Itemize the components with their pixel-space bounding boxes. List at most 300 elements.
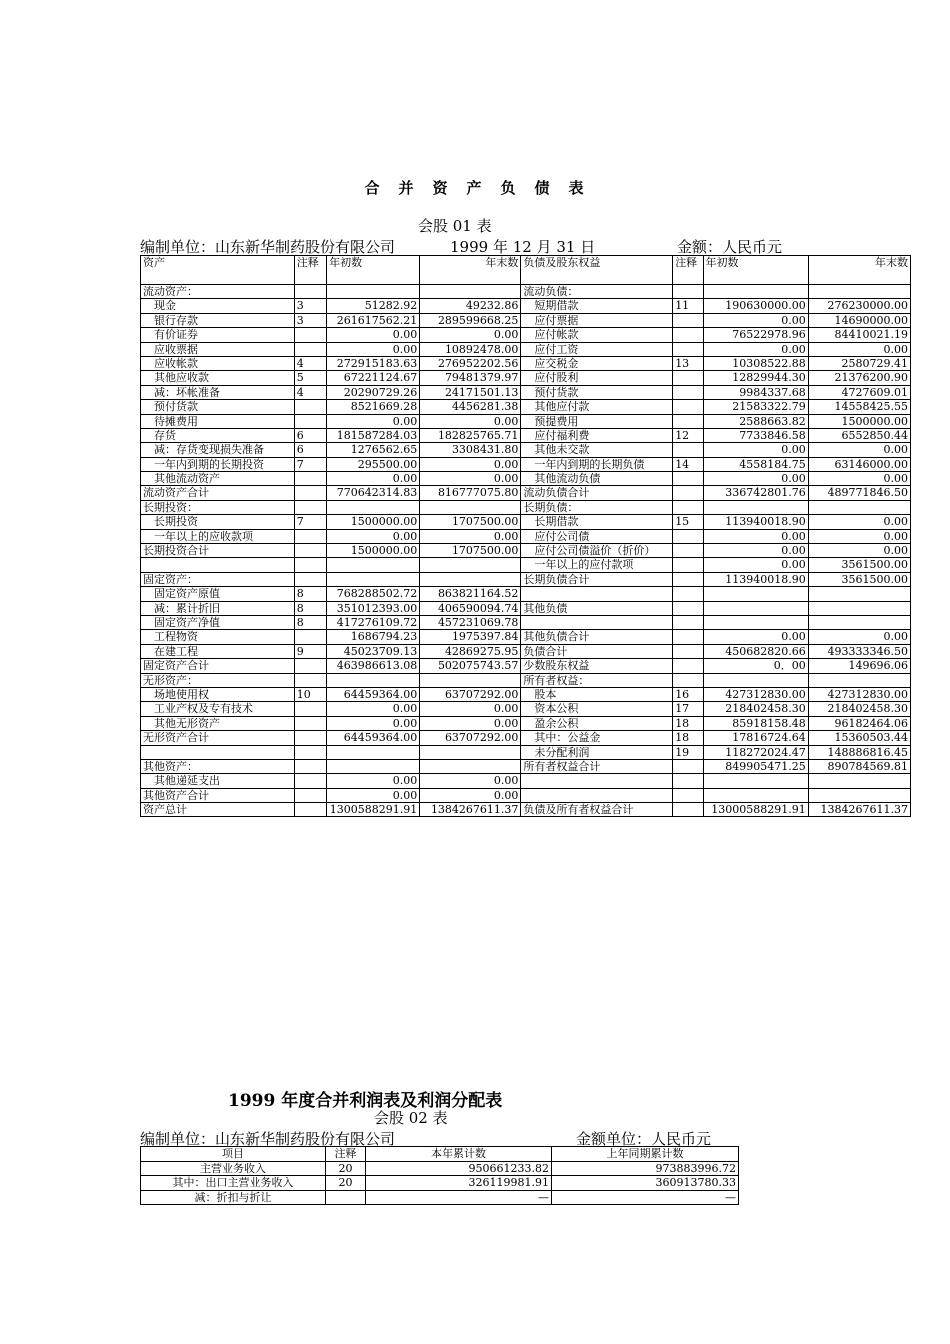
asset-note: 8 — [294, 615, 326, 629]
current-year-value: — — [366, 1190, 552, 1205]
balance-sheet-row — [141, 788, 911, 802]
balance-sheet-row — [141, 299, 911, 313]
asset-opening: 1500000.00 — [327, 515, 420, 529]
liability-item: 一年内到期的长期负债 — [521, 457, 673, 471]
liability-item: 应付公司债 — [521, 529, 673, 543]
balance-sheet-row — [141, 313, 911, 327]
liability-note — [673, 659, 703, 673]
item-label: 其中：出口主营业务收入 — [141, 1176, 326, 1191]
income-statement-row — [141, 1161, 739, 1176]
balance-sheet-row — [141, 716, 911, 730]
liability-opening: 0.00 — [703, 529, 808, 543]
balance-sheet-row — [141, 673, 911, 687]
asset-note — [294, 529, 326, 543]
liability-opening: 118272024.47 — [703, 745, 808, 759]
asset-item: 资产总计 — [141, 803, 295, 817]
liability-opening: 113940018.90 — [703, 572, 808, 586]
liability-closing: 96182464.06 — [808, 716, 910, 730]
balance-sheet-currency: 金额：人民币元 — [677, 238, 783, 256]
liability-closing: 149696.06 — [808, 659, 910, 673]
asset-note: 3 — [294, 299, 326, 313]
asset-closing: 0.00 — [420, 472, 521, 486]
current-year-value: 326119981.91 — [366, 1176, 552, 1191]
asset-note: 10 — [294, 687, 326, 701]
liability-item: 预付货款 — [521, 385, 673, 399]
liability-closing: 6552850.44 — [808, 428, 910, 442]
liability-note — [673, 472, 703, 486]
balance-sheet-row — [141, 659, 911, 673]
liability-item: 所有者权益合计 — [521, 759, 673, 773]
asset-closing: 0.00 — [420, 702, 521, 716]
asset-item: 流动资产： — [141, 285, 295, 299]
asset-closing — [420, 759, 521, 773]
liability-note — [673, 572, 703, 586]
asset-note — [294, 472, 326, 486]
liability-opening: 0.00 — [703, 558, 808, 572]
liability-note: 16 — [673, 687, 703, 701]
header-note: 注释 — [326, 1147, 366, 1162]
liability-closing: 218402458.30 — [808, 702, 910, 716]
liability-closing: 1500000.00 — [808, 414, 910, 428]
liability-note — [673, 400, 703, 414]
liability-note: 18 — [673, 716, 703, 730]
income-statement-form-number: 会股 02 表 — [374, 1109, 448, 1127]
asset-note: 5 — [294, 371, 326, 385]
asset-note — [294, 788, 326, 802]
liability-item: 短期借款 — [521, 299, 673, 313]
asset-note — [294, 285, 326, 299]
liability-note — [673, 630, 703, 644]
asset-note: 4 — [294, 385, 326, 399]
liability-closing — [808, 601, 910, 615]
balance-sheet-row — [141, 615, 911, 629]
income-statement-table — [140, 1146, 739, 1205]
liability-closing: 489771846.50 — [808, 486, 910, 500]
asset-item: 长期投资： — [141, 500, 295, 514]
liability-opening: 10308522.88 — [703, 356, 808, 370]
liability-item: 应付工资 — [521, 342, 673, 356]
balance-sheet-table — [140, 255, 911, 817]
asset-closing: 1707500.00 — [420, 544, 521, 558]
asset-item: 固定资产原值 — [141, 587, 295, 601]
asset-opening: 181587284.03 — [327, 428, 420, 442]
asset-opening: 768288502.72 — [327, 587, 420, 601]
item-note: 20 — [326, 1176, 366, 1191]
liability-closing: 3561500.00 — [808, 572, 910, 586]
asset-opening: 0.00 — [327, 702, 420, 716]
liability-closing: 493333346.50 — [808, 644, 910, 658]
asset-note — [294, 342, 326, 356]
balance-sheet-row — [141, 529, 911, 543]
asset-opening: 0.00 — [327, 774, 420, 788]
balance-sheet-row — [141, 342, 911, 356]
liability-note — [673, 500, 703, 514]
liability-opening — [703, 587, 808, 601]
prior-year-value: 360913780.33 — [552, 1176, 739, 1191]
asset-closing: 0.00 — [420, 774, 521, 788]
asset-item: 一年以上的应收款项 — [141, 529, 295, 543]
asset-note — [294, 400, 326, 414]
liability-opening: 0．00 — [703, 659, 808, 673]
liability-item: 一年以上的应付款项 — [521, 558, 673, 572]
asset-item: 固定资产： — [141, 572, 295, 586]
balance-sheet-row — [141, 702, 911, 716]
asset-closing: 502075743.57 — [420, 659, 521, 673]
balance-sheet-date: 1999 年 12 月 31 日 — [450, 238, 596, 256]
liability-closing: 84410021.19 — [808, 328, 910, 342]
liability-closing: 276230000.00 — [808, 299, 910, 313]
liability-opening: 190630000.00 — [703, 299, 808, 313]
liability-note: 18 — [673, 731, 703, 745]
asset-closing — [420, 558, 521, 572]
balance-sheet-row — [141, 644, 911, 658]
liability-item: 流动负债： — [521, 285, 673, 299]
asset-opening: 67221124.67 — [327, 371, 420, 385]
liability-opening: 76522978.96 — [703, 328, 808, 342]
asset-opening: 0.00 — [327, 529, 420, 543]
liability-note — [673, 558, 703, 572]
header-prior-year: 上年同期累计数 — [552, 1147, 739, 1162]
asset-note — [294, 500, 326, 514]
balance-sheet-row — [141, 285, 911, 299]
asset-closing: 182825765.71 — [420, 428, 521, 442]
liability-opening: 0.00 — [703, 443, 808, 457]
liability-closing: 148886816.45 — [808, 745, 910, 759]
liability-closing: 4727609.01 — [808, 385, 910, 399]
asset-closing: 79481379.97 — [420, 371, 521, 385]
asset-item: 其他资产合计 — [141, 788, 295, 802]
liability-note: 12 — [673, 428, 703, 442]
asset-closing: 289599668.25 — [420, 313, 521, 327]
liability-item: 其他应付款 — [521, 400, 673, 414]
liability-item: 应付股利 — [521, 371, 673, 385]
asset-note — [294, 716, 326, 730]
asset-note: 6 — [294, 428, 326, 442]
liability-closing — [808, 285, 910, 299]
liability-opening: 9984337.68 — [703, 385, 808, 399]
header-note: 注释 — [673, 256, 703, 285]
header-assets: 资产 — [141, 256, 295, 285]
asset-opening: 1500000.00 — [327, 544, 420, 558]
liability-opening: 450682820.66 — [703, 644, 808, 658]
asset-item: 其他无形资产 — [141, 716, 295, 730]
header-closing: 年末数 — [420, 256, 521, 285]
liability-item: 资本公积 — [521, 702, 673, 716]
liability-closing: 890784569.81 — [808, 759, 910, 773]
item-note — [326, 1190, 366, 1205]
balance-sheet-row — [141, 630, 911, 644]
liability-note — [673, 774, 703, 788]
liability-item: 长期负债： — [521, 500, 673, 514]
asset-opening: 64459364.00 — [327, 731, 420, 745]
liability-note — [673, 313, 703, 327]
liability-opening — [703, 500, 808, 514]
asset-closing — [420, 673, 521, 687]
asset-closing — [420, 745, 521, 759]
asset-opening: 8521669.28 — [327, 400, 420, 414]
header-opening: 年初数 — [327, 256, 420, 285]
liability-closing: 3561500.00 — [808, 558, 910, 572]
asset-opening — [327, 673, 420, 687]
balance-sheet-row — [141, 601, 911, 615]
asset-closing: 0.00 — [420, 788, 521, 802]
balance-sheet-row — [141, 414, 911, 428]
liability-opening: 12829944.30 — [703, 371, 808, 385]
asset-note — [294, 702, 326, 716]
liability-item: 长期借款 — [521, 515, 673, 529]
liability-note: 14 — [673, 457, 703, 471]
liability-note — [673, 529, 703, 543]
asset-note — [294, 673, 326, 687]
liability-opening: 0.00 — [703, 313, 808, 327]
asset-note — [294, 759, 326, 773]
balance-sheet-row — [141, 544, 911, 558]
asset-item: 存货 — [141, 428, 295, 442]
liability-item: 预提费用 — [521, 414, 673, 428]
asset-note: 8 — [294, 601, 326, 615]
header-opening: 年初数 — [703, 256, 808, 285]
liability-item: 应付票据 — [521, 313, 673, 327]
liability-closing: 21376200.90 — [808, 371, 910, 385]
asset-item: 减：存货变现损失准备 — [141, 443, 295, 457]
asset-note: 8 — [294, 587, 326, 601]
asset-note: 9 — [294, 644, 326, 658]
balance-sheet-row — [141, 428, 911, 442]
asset-opening: 1300588291.91 — [327, 803, 420, 817]
income-statement-row — [141, 1176, 739, 1191]
liability-item: 流动负债合计 — [521, 486, 673, 500]
income-statement-header-row — [141, 1147, 739, 1162]
liability-closing: 14558425.55 — [808, 400, 910, 414]
liability-opening: 0.00 — [703, 630, 808, 644]
asset-item: 无形资产合计 — [141, 731, 295, 745]
asset-closing: 3308431.80 — [420, 443, 521, 457]
asset-opening: 20290729.26 — [327, 385, 420, 399]
asset-item: 无形资产： — [141, 673, 295, 687]
asset-note — [294, 774, 326, 788]
liability-opening — [703, 774, 808, 788]
liability-item: 未分配利润 — [521, 745, 673, 759]
asset-note — [294, 731, 326, 745]
header-item: 项目 — [141, 1147, 326, 1162]
balance-sheet-row — [141, 731, 911, 745]
asset-opening: 770642314.83 — [327, 486, 420, 500]
prior-year-value: 973883996.72 — [552, 1161, 739, 1176]
asset-item: 预付货款 — [141, 400, 295, 414]
asset-closing: 63707292.00 — [420, 731, 521, 745]
income-statement-row — [141, 1190, 739, 1205]
asset-closing — [420, 500, 521, 514]
asset-closing: 0.00 — [420, 328, 521, 342]
liability-closing: 0.00 — [808, 515, 910, 529]
item-label: 主营业务收入 — [141, 1161, 326, 1176]
liability-opening: 13000588291.91 — [703, 803, 808, 817]
asset-closing: 0.00 — [420, 414, 521, 428]
liability-note — [673, 759, 703, 773]
asset-item: 其他流动资产 — [141, 472, 295, 486]
header-closing: 年末数 — [808, 256, 910, 285]
liability-opening — [703, 673, 808, 687]
asset-item: 待摊费用 — [141, 414, 295, 428]
header-current-year: 本年累计数 — [366, 1147, 552, 1162]
liability-opening: 336742801.76 — [703, 486, 808, 500]
balance-sheet-title: 合 并 资 产 负 债 表 — [364, 179, 586, 197]
balance-sheet-form-number: 会股 01 表 — [418, 217, 492, 235]
asset-note — [294, 558, 326, 572]
liability-note — [673, 601, 703, 615]
asset-item: 其他应收款 — [141, 371, 295, 385]
asset-closing: 42869275.95 — [420, 644, 521, 658]
liability-note — [673, 443, 703, 457]
liability-item: 其他流动负债 — [521, 472, 673, 486]
asset-opening: 417276109.72 — [327, 615, 420, 629]
asset-closing: 0.00 — [420, 716, 521, 730]
liability-note — [673, 644, 703, 658]
liability-note — [673, 414, 703, 428]
balance-sheet-header-row — [141, 256, 911, 285]
liability-item: 所有者权益： — [521, 673, 673, 687]
asset-opening: 64459364.00 — [327, 687, 420, 701]
liability-opening: 2588663.82 — [703, 414, 808, 428]
asset-item: 在建工程 — [141, 644, 295, 658]
liability-item: 其他未交款 — [521, 443, 673, 457]
liability-closing: 63146000.00 — [808, 457, 910, 471]
asset-opening — [327, 500, 420, 514]
asset-closing: 4456281.38 — [420, 400, 521, 414]
liability-closing: 0.00 — [808, 544, 910, 558]
asset-item: 一年内到期的长期投资 — [141, 457, 295, 471]
liability-item: 其他负债合计 — [521, 630, 673, 644]
liability-opening: 85918158.48 — [703, 716, 808, 730]
header-liabilities: 负债及股东权益 — [521, 256, 673, 285]
liability-closing: 0.00 — [808, 342, 910, 356]
asset-item: 工业产权及专有技术 — [141, 702, 295, 716]
asset-opening: 45023709.13 — [327, 644, 420, 658]
liability-note — [673, 544, 703, 558]
asset-opening: 261617562.21 — [327, 313, 420, 327]
liability-item: 应交税金 — [521, 356, 673, 370]
balance-sheet-row — [141, 587, 911, 601]
asset-opening: 0.00 — [327, 414, 420, 428]
asset-item: 应收帐款 — [141, 356, 295, 370]
asset-opening: 51282.92 — [327, 299, 420, 313]
asset-item: 固定资产净值 — [141, 615, 295, 629]
asset-item — [141, 558, 295, 572]
asset-note: 7 — [294, 457, 326, 471]
liability-note — [673, 371, 703, 385]
asset-closing — [420, 572, 521, 586]
balance-sheet-row — [141, 500, 911, 514]
liability-opening — [703, 285, 808, 299]
liability-item: 其他负债 — [521, 601, 673, 615]
balance-sheet-row — [141, 443, 911, 457]
liability-closing — [808, 673, 910, 687]
asset-opening: 0.00 — [327, 716, 420, 730]
liability-closing: 427312830.00 — [808, 687, 910, 701]
liability-opening: 427312830.00 — [703, 687, 808, 701]
liability-item — [521, 788, 673, 802]
balance-sheet-row — [141, 486, 911, 500]
balance-sheet-row — [141, 328, 911, 342]
liability-closing — [808, 788, 910, 802]
asset-note — [294, 630, 326, 644]
asset-opening — [327, 285, 420, 299]
current-year-value: 950661233.82 — [366, 1161, 552, 1176]
asset-item: 应收票据 — [141, 342, 295, 356]
liability-opening: 0.00 — [703, 472, 808, 486]
liability-item: 盈余公积 — [521, 716, 673, 730]
liability-note — [673, 486, 703, 500]
liability-item — [521, 774, 673, 788]
asset-note: 4 — [294, 356, 326, 370]
asset-note: 6 — [294, 443, 326, 457]
balance-sheet-row — [141, 356, 911, 370]
balance-sheet-row — [141, 400, 911, 414]
asset-item: 减：坏帐准备 — [141, 385, 295, 399]
asset-closing: 10892478.00 — [420, 342, 521, 356]
asset-closing: 0.00 — [420, 457, 521, 471]
liability-closing: 0.00 — [808, 529, 910, 543]
asset-item: 有价证券 — [141, 328, 295, 342]
asset-closing: 276952202.56 — [420, 356, 521, 370]
asset-closing: 63707292.00 — [420, 687, 521, 701]
liability-opening: 21583322.79 — [703, 400, 808, 414]
liability-opening: 7733846.58 — [703, 428, 808, 442]
liability-opening: 0.00 — [703, 342, 808, 356]
liability-note — [673, 803, 703, 817]
asset-opening: 463986613.08 — [327, 659, 420, 673]
balance-sheet-row — [141, 572, 911, 586]
income-statement-currency: 金额单位：人民币元 — [576, 1130, 712, 1148]
asset-closing: 1707500.00 — [420, 515, 521, 529]
asset-item: 银行存款 — [141, 313, 295, 327]
balance-sheet-row — [141, 457, 911, 471]
liability-note: 13 — [673, 356, 703, 370]
balance-sheet-row — [141, 745, 911, 759]
liability-closing: 15360503.44 — [808, 731, 910, 745]
asset-item: 固定资产合计 — [141, 659, 295, 673]
asset-opening: 272915183.63 — [327, 356, 420, 370]
liability-opening — [703, 788, 808, 802]
liability-opening: 4558184.75 — [703, 457, 808, 471]
header-note: 注释 — [294, 256, 326, 285]
balance-sheet-row — [141, 759, 911, 773]
liability-item: 少数股东权益 — [521, 659, 673, 673]
liability-closing — [808, 774, 910, 788]
liability-opening: 218402458.30 — [703, 702, 808, 716]
liability-item: 应付福利费 — [521, 428, 673, 442]
liability-note — [673, 587, 703, 601]
asset-opening: 295500.00 — [327, 457, 420, 471]
asset-closing: 0.00 — [420, 529, 521, 543]
liability-item: 其中：公益金 — [521, 731, 673, 745]
asset-closing: 24171501.13 — [420, 385, 521, 399]
asset-opening: 0.00 — [327, 788, 420, 802]
liability-note — [673, 385, 703, 399]
item-label: 减：折扣与折让 — [141, 1190, 326, 1205]
liability-item: 应付帐款 — [521, 328, 673, 342]
liability-closing: 14690000.00 — [808, 313, 910, 327]
asset-note — [294, 745, 326, 759]
prior-year-value: — — [552, 1190, 739, 1205]
balance-sheet-row — [141, 515, 911, 529]
income-statement-preparer: 编制单位：山东新华制药股份有限公司 — [140, 1130, 396, 1148]
asset-opening: 1686794.23 — [327, 630, 420, 644]
asset-closing: 406590094.74 — [420, 601, 521, 615]
balance-sheet-row — [141, 558, 911, 572]
liability-closing: 1384267611.37 — [808, 803, 910, 817]
balance-sheet-row — [141, 472, 911, 486]
